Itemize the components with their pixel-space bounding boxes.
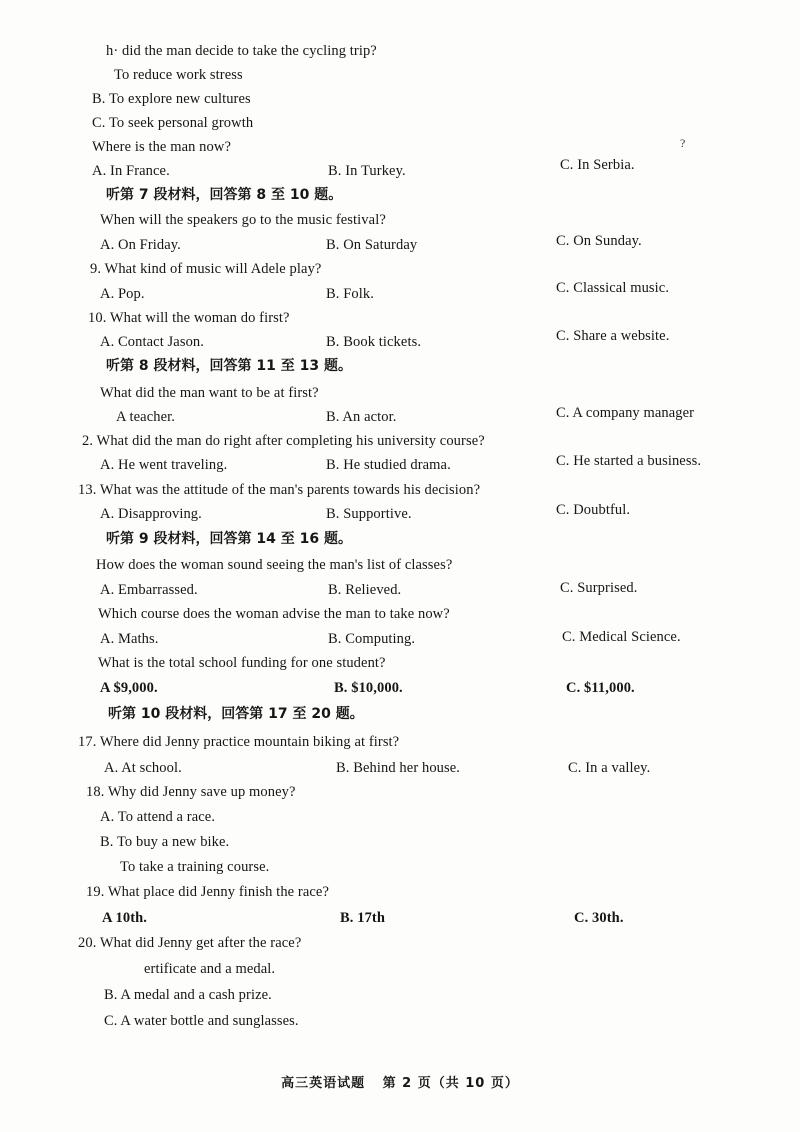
q6-question: h· did the man decide to take the cycling trip? — [106, 43, 377, 59]
q12-option-b: B. He studied drama. — [326, 457, 451, 473]
q9-option-c: C. Classical music. — [556, 280, 670, 296]
q20-option-b: B. A medal and a cash prize. — [104, 987, 272, 1003]
q9-question: 9. What kind of music will Adele play? — [90, 261, 322, 277]
q13-option-a: A. Disapproving. — [100, 506, 202, 522]
q15-option-b: B. Computing. — [328, 631, 416, 647]
q17-question: 17. Where did Jenny practice mountain biking at first? — [78, 734, 400, 750]
q10-option-c: C. Share a website. — [556, 328, 670, 344]
section-9-heading: 听第 9 段材料，回答第 14 至 16 题。 — [106, 531, 352, 547]
q17-option-a: A. At school. — [104, 760, 182, 776]
q10-option-a: A. Contact Jason. — [100, 334, 204, 350]
q15-option-a: A. Maths. — [100, 631, 159, 647]
q11-option-a: A teacher. — [116, 409, 175, 425]
q7-option-b: B. In Turkey. — [328, 163, 406, 179]
q12-question: 2. What did the man do right after completing his university course? — [82, 433, 485, 449]
q9-option-b: B. Folk. — [326, 286, 374, 302]
q16-option-a: A $9,000. — [100, 680, 158, 696]
q8-option-c: C. On Sunday. — [556, 233, 642, 249]
q11-question: What did the man want to be at first? — [100, 385, 319, 401]
q18-option-c: To take a training course. — [120, 859, 270, 875]
q18-option-b: B. To buy a new bike. — [100, 834, 230, 850]
q13-option-b: B. Supportive. — [326, 506, 412, 522]
section-8-heading: 听第 8 段材料，回答第 11 至 13 题。 — [106, 358, 352, 374]
q8-option-b: B. On Saturday — [326, 237, 418, 253]
q6-option-b: B. To explore new cultures — [92, 91, 251, 107]
q7-option-a: A. In France. — [92, 163, 170, 179]
q12-option-a: A. He went traveling. — [100, 457, 228, 473]
q11-option-b: B. An actor. — [326, 409, 397, 425]
q14-option-c: C. Surprised. — [560, 580, 638, 596]
q8-option-a: A. On Friday. — [100, 237, 181, 253]
q16-option-b: B. $10,000. — [334, 680, 403, 696]
q10-question: 10. What will the woman do first? — [88, 310, 290, 326]
margin-mark: ? — [680, 136, 686, 150]
q14-question: How does the woman sound seeing the man's list of classes? — [96, 557, 453, 573]
q19-question: 19. What place did Jenny finish the race? — [86, 884, 329, 900]
q15-option-c: C. Medical Science. — [562, 629, 681, 645]
q11-option-c: C. A company manager — [556, 405, 695, 421]
q16-option-c: C. $11,000. — [566, 680, 635, 696]
q20-option-a: ertificate and a medal. — [144, 961, 276, 977]
q13-option-c: C. Doubtful. — [556, 502, 631, 518]
q18-option-a: A. To attend a race. — [100, 809, 216, 825]
q20-option-c: C. A water bottle and sunglasses. — [104, 1013, 299, 1029]
q14-option-b: B. Relieved. — [328, 582, 402, 598]
q19-option-c: C. 30th. — [574, 910, 624, 926]
q13-question: 13. What was the attitude of the man's parents towards his decision? — [78, 482, 481, 498]
q7-option-c: C. In Serbia. — [560, 157, 635, 173]
section-7-heading: 听第 7 段材料，回答第 8 至 10 题。 — [106, 187, 343, 203]
footer-page-number: 第 2 页（共 10 页） — [382, 1076, 519, 1091]
q15-question: Which course does the woman advise the man to take now? — [98, 606, 450, 622]
q19-option-b: B. 17th — [340, 910, 386, 926]
q17-option-b: B. Behind her house. — [336, 760, 461, 776]
footer-title: 高三英语试题 — [281, 1076, 366, 1091]
q8-question: When will the speakers go to the music festival? — [100, 212, 386, 228]
page-footer — [0, 1072, 800, 1091]
q16-question: What is the total school funding for one student? — [98, 655, 386, 671]
q10-option-b: B. Book tickets. — [326, 334, 422, 350]
q12-option-c: C. He started a business. — [556, 453, 702, 469]
q7-question: Where is the man now? — [92, 139, 231, 155]
q6-option-c: C. To seek personal growth — [92, 115, 254, 131]
q19-option-a: A 10th. — [102, 910, 148, 926]
q20-question: 20. What did Jenny get after the race? — [78, 935, 302, 951]
q14-option-a: A. Embarrassed. — [100, 582, 198, 598]
q17-option-c: C. In a valley. — [568, 760, 651, 776]
section-10-heading: 听第 10 段材料，回答第 17 至 20 题。 — [108, 706, 364, 722]
q9-option-a: A. Pop. — [100, 286, 145, 302]
q6-option-a: To reduce work stress — [114, 67, 243, 83]
q18-question: 18. Why did Jenny save up money? — [86, 784, 296, 800]
